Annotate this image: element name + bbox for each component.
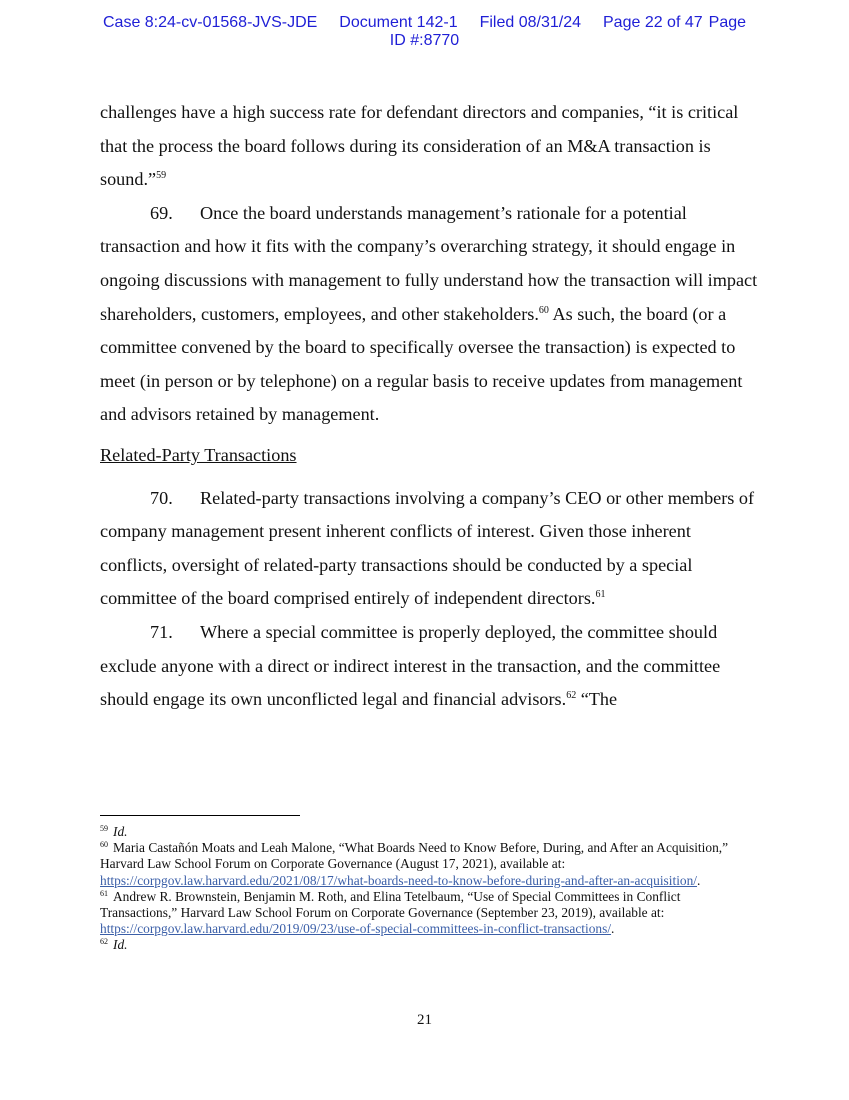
document-number: Document 142-1 [339, 14, 458, 31]
footnote-text: Id. [113, 937, 128, 953]
footnote-ref: 61 [595, 589, 606, 601]
paragraph-text: Where a special committee is properly deployed, the committee should exclude anyone with a direct or indirect interest in the transaction, and the committee should engage its own unconflicted legal and financial advisors. [100, 621, 721, 710]
body-text [100, 96, 760, 717]
header-line-1 [0, 14, 849, 32]
footnote-number: 60 [100, 840, 108, 850]
footnote-link[interactable]: https://corpgov.law.harvard.edu/2021/08/17/what-boards-need-to-know-before-during-and-after-an-acquisition/ [100, 872, 698, 888]
page-number: 21 [417, 1012, 432, 1028]
paragraph-68-continued [100, 96, 760, 197]
paragraph-number: 70. [150, 487, 173, 508]
page-id: ID #:8770 [389, 32, 460, 49]
footnote-ref: 60 [538, 304, 549, 316]
footnote-link[interactable]: https://corpgov.law.harvard.edu/2019/09/23/use-of-special-committees-in-conflict-transactions/ [100, 921, 612, 937]
case-header [0, 14, 849, 50]
footnote-divider [100, 815, 300, 816]
paragraph-text: As such, the board (or a committee convened by the board to specifically oversee the transaction) is expected to meet (in person or by telephone) on a regular basis to receive updates from management and advisors retained by management. [100, 303, 743, 425]
footnote-62 [100, 937, 750, 953]
paragraph-text: Once the board understands management’s rationale for a potential transaction and how it fits with the company’s overarching strategy, it should engage in ongoing discussions with management to fully understand how the transaction will impact shareholders, customers, employees, and other stakeholders. [100, 202, 758, 324]
paragraph-69 [100, 197, 760, 432]
page-of-total: Page 22 of 47 [603, 14, 703, 31]
footnote-text: Id. [113, 824, 128, 839]
section-heading: Related-Party Transactions [100, 444, 297, 465]
footnote-ref: 62 [566, 690, 577, 702]
footnote-number: 61 [100, 888, 108, 898]
paragraph-text: “The [576, 689, 618, 710]
footnotes [100, 824, 750, 954]
footnote-60 [100, 840, 750, 889]
paragraph-number: 69. [150, 202, 173, 223]
case-number: Case 8:24-cv-01568-JVS-JDE [102, 14, 318, 31]
footnote-59 [100, 824, 750, 840]
footnote-number: 59 [100, 824, 108, 833]
footnote-ref: 59 [156, 170, 167, 182]
footnote-number: 62 [100, 937, 108, 947]
footnote-text: Andrew R. Brownstein, Benjamin M. Roth, and Elina Tetelbaum, “Use of Special Committees in Conflict Transactions,” Harvard Law School Forum on Corporate Governance (September 23, 2019), available at: [100, 888, 681, 921]
paragraph-text: Related-party transactions involving a company’s CEO or other members of company management present inherent conflicts of interest. Given those inherent conflicts, oversight of related-party transactions should be conducted by a special committee of the board comprised entirely of independent directors. [100, 487, 755, 609]
page-label: Page [708, 14, 747, 31]
paragraph-number: 71. [150, 621, 173, 642]
paragraph-71 [100, 616, 760, 717]
paragraph-70 [100, 482, 760, 616]
filed-date: Filed 08/31/24 [479, 14, 581, 31]
footnote-punct: . [611, 921, 615, 937]
footnote-61 [100, 889, 750, 938]
footnote-punct: . [697, 872, 701, 888]
footnote-text: Maria Castañón Moats and Leah Malone, “What Boards Need to Know Before, During, and After an Acquisition,” Harvard Law School Forum on Corporate Governance (August 17, 2021), available at: [100, 840, 729, 872]
paragraph-text: challenges have a high success rate for defendant directors and companies, “it is critical that the process the board follows during its consideration of an M&A transaction is sound.” [100, 102, 739, 190]
